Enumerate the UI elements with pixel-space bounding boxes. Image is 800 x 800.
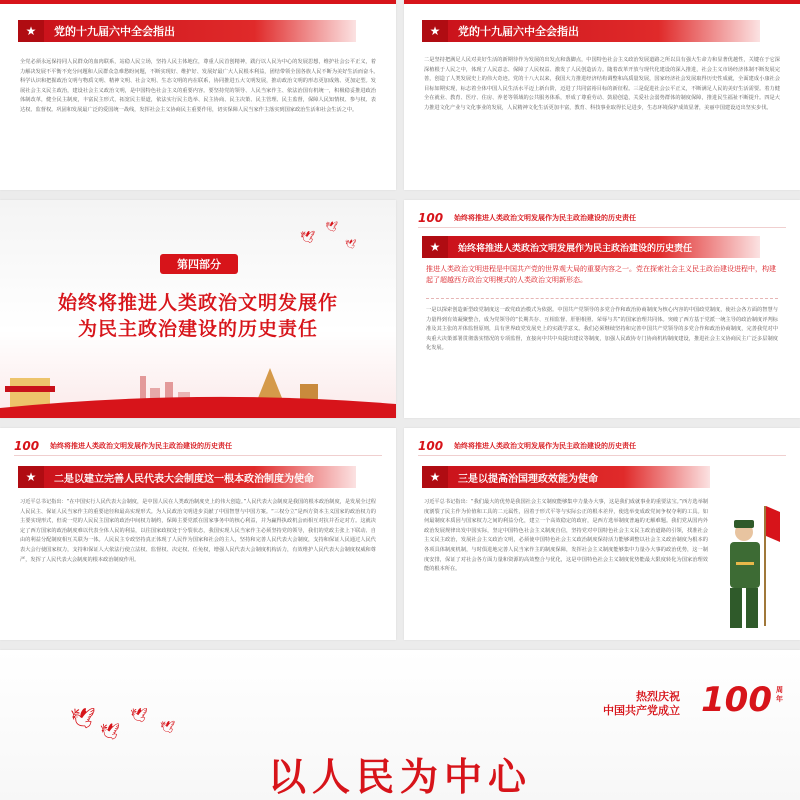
dove-icon: 🕊 [160, 720, 176, 734]
slide-3-section-cover [0, 200, 396, 418]
body-text: 习近平总书记指出：“我们最大的优势是我国社会主义制度能够集中力量办大事，这是我们成就事业的重要法宝。”西方选举制度割裂了民主作为价值和工具的二元属性，固着于形式平等与实际公正的根本差异，使选举变成政党间争权夺利的工具。如何最制度本质因与国家权力之间的利益分化，建立一个高效稳定的政府，是西方选举制度普遍的无解难题。我们党从国内外政治发展规律出发中国实际，坚定中国特色社会主义制度自信，坚持党对中国特色社会主义民主政治道路的引领，找准社会主义民主政治，发展社会主义政治文明，必须使中国特色社会主义政治制度保持活力能够调整以社会主义政治制度为根本的各项具体制度机制，与时俱进地完善人民当家作主的制度保障，发挥社会主义制度能够集中力量办大事的政治优势，这一制度安排，保证了对社会各方面力量和资源的高效整合与优化，这是中国特色社会主义制度优势能最大限度转化为国家治理效能的根本所在。 [424, 499, 708, 573]
slide-2 [404, 0, 800, 190]
slide-7-closing [0, 650, 800, 800]
slide-header [418, 208, 786, 228]
slide-1 [0, 0, 396, 190]
slide-header [14, 436, 382, 456]
slide-5 [0, 428, 396, 640]
header-title: 始终将推进人类政治文明发展作为民主政治建设的历史责任 [50, 441, 232, 450]
top-stripe [404, 0, 800, 4]
celebrate-text [603, 690, 680, 718]
city-skyline-illustration [0, 358, 396, 418]
star-icon: ★ [18, 20, 44, 42]
section-title-line2: 为民主政治建设的历史责任 [77, 318, 318, 340]
heading-title: 党的十九届六中全会指出 [458, 25, 579, 38]
dove-icon: 🕊 [345, 240, 357, 250]
top-stripe [0, 0, 396, 4]
slide-6 [404, 428, 800, 640]
body-text: 二是坚持把满足人民对美好生活的新期待作为发展的出发点和落脚点，中国特色社会主义政治发展道路之所以具有强大生命力和显著优越性，关键在于它深深植根于人民之中，体现了人民意志、保障了人民权益、激发了人民创造活力。随着改革开放与现代化建设的深入推进，社会主义市场经济体制不断发展完善，创造了人类发展史上的伟大奇迹。党的十八大以来，我国大力推进经济结构调整和高质量发展，国家经济社会发展取得历史性成就，全面建成小康社会目标如期实现，标志着全体中国人民生活水平迈上新台阶，迈进了共同富裕目标的新征程。三是促进社会公平正义，不断满足人民的美好生活需要。着力健全在就业、教育、医疗、住房、养老等领域的公共服务体系，形成了尊重劳动、鼓励创造，关爱社会弱势群体的制度保障，推进民生福祉不断提升。四是大力推进文化产业与文化事业的发展，人民精神文化生活更加丰富，教育、科技事业取得长足进步，生态环境保护成效显著，美丽中国建设迈出坚实步伐。 [424, 57, 780, 111]
heading-bar [422, 20, 760, 42]
centenary-logo: 100 [14, 438, 40, 453]
heading-title: 二是以建立完善人民代表大会制度这一根本政治制度为使命 [54, 473, 314, 485]
divider [426, 298, 778, 299]
dove-icon: 🕊 [130, 708, 148, 724]
header-title: 始终将推进人类政治文明发展作为民主政治建设的历史责任 [454, 213, 636, 222]
heading-bar [422, 236, 760, 258]
heading-bar [422, 466, 710, 488]
part-badge: 第四部分 [160, 254, 238, 274]
heading-title: 三是以提高治国理政效能为使命 [458, 473, 598, 485]
star-icon: ★ [18, 466, 44, 488]
centenary-logo: 100 [418, 210, 444, 225]
slide-4 [404, 200, 800, 418]
celebrate-line1: 热烈庆祝 [636, 690, 680, 703]
closing-title: 以人民为中心 [267, 755, 532, 799]
heading-bar [18, 20, 356, 42]
star-icon: ★ [422, 466, 448, 488]
slide-header [418, 436, 786, 456]
heading-title: 始终将推进人类政治文明发展作为民主政治建设的历史责任 [458, 243, 693, 254]
dove-icon: 🕊 [70, 706, 96, 730]
celebrate-line2: 中国共产党成立 [603, 704, 680, 717]
body-text: 习近平总书记指出：“在中国实行人民代表大会制度，是中国人民在人类政治制度史上的伟大创造。”人民代表大会制度是我国的根本政治制度，是发展全过程人民民主、保证人民当家作主的重要途径和最高实现形式。为人民政治文明进步贡献了中国智慧与中国方案。“三权分立”是西方资本主义国家的政治权力的主要实现形式，但说一党的人民民主国家的政治中间权力制约，保障主要党派在国家事务中的核心利益，并为赢得执政机会而相互对抗并否定对方。这就决定了西方国家的政治制度难以代表全体人民的利益，以往国家政权处于分裂状态，我国实现人民当家作主必须坚持党的领导，我们的党政主张上下联动、自由的利益分配制度相互关联为一体。人民民主专政坚持真正体现了人民作为国家和社会的主人，坚持和完善人民代表大会制度，支持和保证人民通过人民代表大会行使国家权力，支持和保证人大依法行使立法权、监督权、决定权、任免权，增强人民代表大会制度机构活力，有效维护人民代表大会制度权威和尊严，发挥了人民代表大会制度的根本政治制度作用。 [20, 499, 376, 563]
dove-icon: 🕊 [100, 722, 121, 741]
centenary-logo: 100 [418, 438, 444, 453]
body-text: 全党必须永远保持同人民群众的血肉联系，站稳人民立场，坚持人民主体地位，尊重人民首创精神，践行以人民为中心的发展思想，维护社会公平正义，着力解决发展不平衡不充分问题和人民群众急难愁盼问题，不断实现好、维护好、发展好最广大人民根本利益，团结带领全国各族人民不断为美好生活而奋斗。 科学认识和把握政治文明与物质文明、精神文明、社会文明、生态文明的内在联系，协同推进五大文明发展，推动政治文明的形态更加成熟、更加定型。发展社会主义民主政治，建设社会主义政治文明，是中国特色社会主义的重要内容。要坚持党的领导、人民当家作主、依法治国有机统一，积极稳妥推进政治体制改革，健全民主制度，丰富民主形式，拓宽民主渠道，依法实行民主选举、民主协商、民主决策、民主管理、民主监督，保障人民知情权、参与权、表达权、监督权。巩固和发展最广泛的爱国统一战线，发挥社会主义协商民主重要作用，切实保障人民当家作主落实到国家政治生活和社会生活之中。 [20, 59, 387, 113]
honor-guard-illustration [714, 502, 784, 632]
section-title-line1: 始终将推进人类政治文明发展作 [57, 292, 338, 314]
heading-bar [18, 466, 356, 488]
heading-title: 党的十九届六中全会指出 [54, 25, 175, 38]
centenary-number: 100 [701, 680, 772, 720]
body-text: 一是以探索创造新型政党制度这一政党政治模式为依据。中国共产党领导的多党合作和政治协商制度为核心内容的中国政党制度，使社会各方面的智慧与力量得到有效凝聚整合，成为党领导的“长期共存、互相监督、肝胆相照、荣辱与共”的国家治理共同体。突破了西方基于党派一统主导的政治制度评判标准及其主张的并体监督原则，具有世界政党发展史上的实践学意义。我们必须继续坚持和完善中国共产党领导的多党合作和政治协商制度，完善我党对中央重大决策部署贯彻落实情况的专项监督，直接向中共中央提出建议等制度，加强人民政协专门协商机构制度建设，推进社会主义协商民主广泛多层制度化发展。 [426, 307, 778, 352]
dove-icon: 🕊 [325, 222, 338, 233]
dove-icon: 🕊 [300, 230, 316, 244]
star-icon: ★ [422, 20, 448, 42]
star-icon: ★ [422, 236, 448, 258]
years-label: 周年 [776, 686, 783, 703]
lead-text: 推进人类政治文明进程是中国共产党的世界观大局的重要内容之一。党在探索社会主义民主政治建设进程中，构建起了超越西方政治文明模式的人类政治文明新形态。 [426, 265, 776, 284]
header-title: 始终将推进人类政治文明发展作为民主政治建设的历史责任 [454, 441, 636, 450]
